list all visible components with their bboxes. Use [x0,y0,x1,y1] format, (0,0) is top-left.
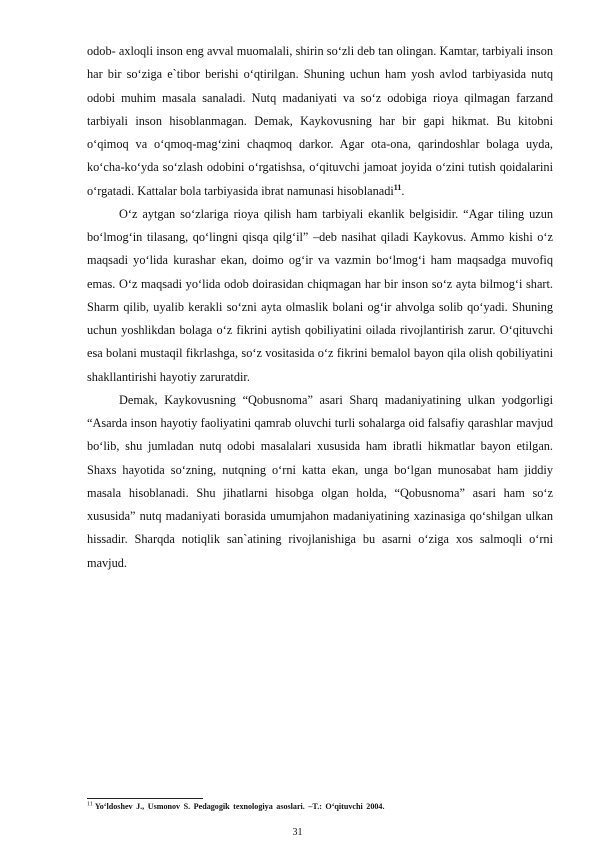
paragraph-2: O‘z aytgan so‘zlariga rioya qilish ham tarbiyali ekanlik belgisidir. “Agar tiling uzun bo‘lmog‘in tilasang, qo‘lingni qisqa qilg‘il” –deb nasihat qiladi Kaykovus. Ammo kishi o‘z maqsadi yo‘lida kurashar ekan, doimo og‘ir va vazmin bo‘lmog‘i ham maqsadga muvofiq emas. O‘z maqsadi yo‘lida odob doirasidan chiqmagan har bir inson so‘z ayta bilmog‘i shart. Sharm qilib, uyalib kerakli so‘zni ayta olmaslik bolani og‘ir ahvolga solib qo‘yadi. Shuning uchun yoshlikdan bolaga o‘z fikrini aytish qobiliyatini oilada rivojlantirish zarur. O‘qituvchi esa bolani mustaqil fikrlashga, so‘z vositasida o‘z fikrini bemalol bayon qila olish qobiliyatini shakllantirishi hayotiy zaruratdir. [87,206,553,384]
footnote-separator [87,798,203,799]
page-number: 31 [292,827,303,838]
paragraph-3: Demak, Kaykovusning “Qobusnoma” asari Sharq madaniyatining ulkan yodgorligi “Asarda inson hayotiy faoliyatini qamrab oluvchi turli sohalarga oid falsafiy qarashlar mavjud bo‘lib, shu jumladan nutq odobi masalalari xususida ham ibratli hikmatlar bayon etilgan. Shaxs hayotida so‘zning, nutqning o‘rni katta ekan, unga bo‘lgan munosabat ham jiddiy masala hisoblanadi. Shu jihatlarni hisobga olgan holda, “Qobusnoma” asari ham so‘z xususida” nutq madaniyati borasida umumjahon madaniyatining xazinasiga qo‘shilgan ulkan hissadir. Sharqda notiqlik san`atining rivojlanishiga bu asarni o‘ziga xos salmoqli o‘rni mavjud. [87,392,553,570]
paragraph-1 [87,40,553,203]
footnote-marker: 11 [87,801,93,808]
paragraph-1-end: . [401,183,405,198]
footnote-reference: 11 [393,182,402,192]
main-text-block [87,40,553,575]
footnote [87,801,553,812]
footnote-text: Yo‘ldoshev J., Usmonov S. Pedagogik texnologiya asoslari. –T.: O‘qituvchi 2004. [94,802,385,811]
paragraph-1-text: odob- axloqli inson eng avval muomalali, shirin so‘zli deb tan olingan. Kamtar, tarbiyali inson har bir so‘ziga e`tibor berishi o‘qtirilgan. Shuning uchun ham yosh avlod tarbiyasida nutq odobi muhim masala sanaladi. Nutq madaniyati va so‘z odobiga rioya qilmagan farzand tarbiyali inson hisoblanmagan. Demak, Kaykovusning har bir gapi hikmat. Bu kitobni o‘qimoq va o‘qmoq-mag‘zini chaqmoq darkor. Agar ota-ona, qarindoshlar bolaga uyda, ko‘cha-ko‘yda so‘zlash odobini o‘rgatishsa, o‘qituvchi jamoat joyida o‘zini tutish qoidalarini o‘rgatadi. Kattalar bola tarbiyasida ibrat namunasi hisoblanadi [87,44,553,198]
